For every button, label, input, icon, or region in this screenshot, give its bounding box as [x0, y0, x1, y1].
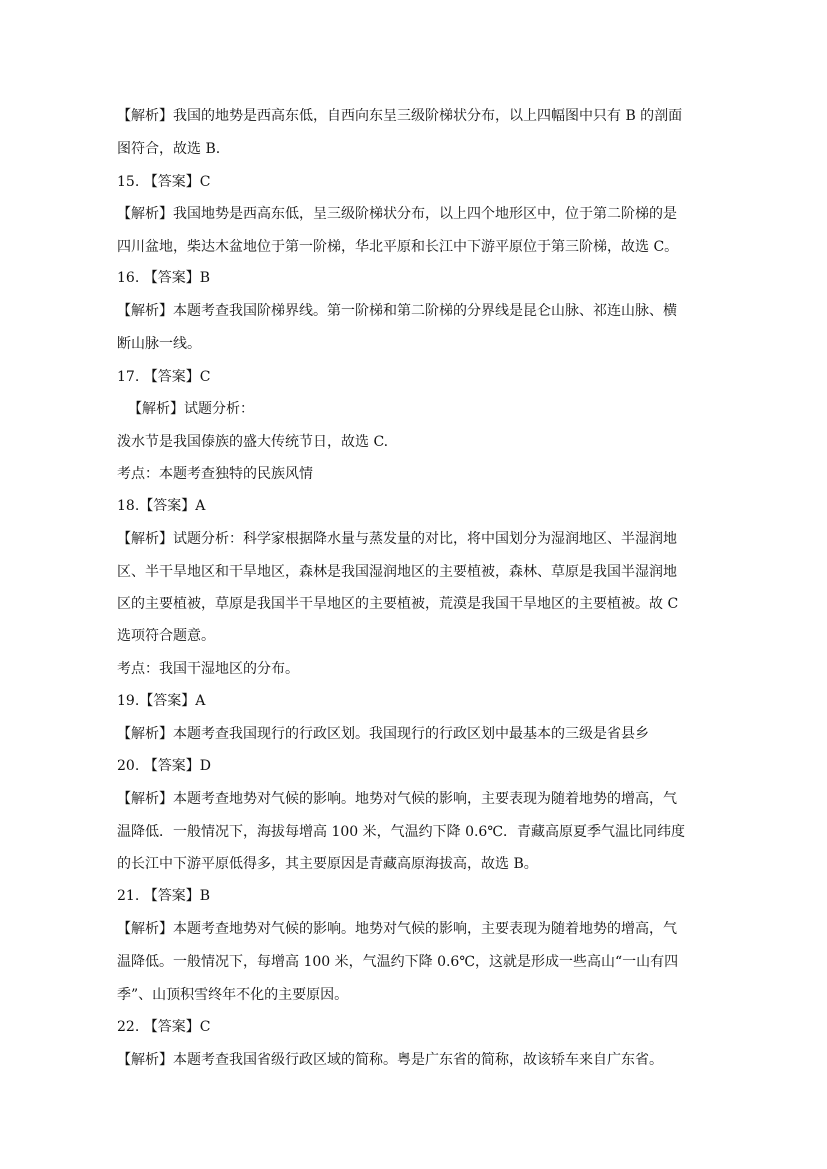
text-line: 断山脉一线。	[117, 336, 201, 352]
answer-heading-17: 17. 【答案】C	[117, 369, 211, 385]
text-line: 【解析】本题考查地势对气候的影响。地势对气候的影响，主要表现为随着地势的增高，气	[117, 791, 677, 807]
answer-heading-22: 22. 【答案】C	[117, 1019, 211, 1035]
text-line: 考点：本题考查独特的民族风情	[117, 466, 313, 482]
text-line: 【解析】本题考查我国省级行政区域的简称。粤是广东省的简称，故该轿车来自广东省。	[117, 1052, 663, 1068]
answer-heading-21: 21. 【答案】B	[117, 888, 211, 904]
text-line: 【解析】我国的地势是西高东低，自西向东呈三级阶梯状分布，以上四幅图中只有 B 的剖面	[117, 108, 683, 124]
text-line: 【解析】试题分析：科学家根据降水量与蒸发量的对比，将中国划分为湿润地区、半湿润地	[117, 531, 677, 547]
text-line: 图符合，故选 B.	[117, 141, 221, 157]
text-line: 的长江中下游平原低得多，其主要原因是青藏高原海拔高，故选 B。	[117, 856, 538, 872]
answer-heading-18: 18.【答案】A	[117, 498, 206, 514]
text-line: 区的主要植被，草原是我国半干旱地区的主要植被，荒漠是我国干旱地区的主要植被。故 C	[117, 596, 679, 612]
text-line: 考点：我国干湿地区的分布。	[117, 661, 299, 677]
text-line: 【解析】本题考查我国阶梯界线。第一阶梯和第二阶梯的分界线是昆仑山脉、祁连山脉、横	[117, 303, 677, 319]
text-line: 【解析】我国地势是西高东低，呈三级阶梯状分布，以上四个地形区中，位于第二阶梯的是	[117, 206, 677, 222]
text-line: 泼水节是我国傣族的盛大传统节日，故选 C.	[117, 434, 389, 450]
text-line: 四川盆地，柴达木盆地位于第一阶梯，华北平原和长江中下游平原位于第三阶梯，故选 C。	[117, 239, 679, 255]
text-line: 【解析】本题考查我国现行的行政区划。我国现行的行政区划中最基本的三级是省县乡	[117, 726, 649, 742]
text-line: 温降低。一般情况下，每增高 100 米，气温约下降 0.6℃，这就是形成一些高山“一山有四	[117, 954, 679, 970]
answer-heading-20: 20. 【答案】D	[117, 758, 211, 774]
text-line: 【解析】本题考查地势对气候的影响。地势对气候的影响，主要表现为随着地势的增高，气	[117, 921, 677, 937]
answer-heading-16: 16. 【答案】B	[117, 270, 211, 286]
text-line: 区、半干旱地区和干旱地区，森林是我国湿润地区的主要植被，森林、草原是我国半湿润地	[117, 564, 677, 580]
text-line: 【解析】试题分析：	[128, 401, 254, 417]
text-line: 季”、山顶积雪终年不化的主要原因。	[117, 987, 349, 1003]
answer-heading-19: 19.【答案】A	[117, 693, 206, 709]
text-line: 选项符合题意。	[117, 628, 215, 644]
answer-heading-15: 15. 【答案】C	[117, 174, 211, 190]
text-line: 温降低．一般情况下，海拔每增高 100 米，气温约下降 0.6℃．青藏高原夏季气温比同纬度	[117, 824, 685, 840]
